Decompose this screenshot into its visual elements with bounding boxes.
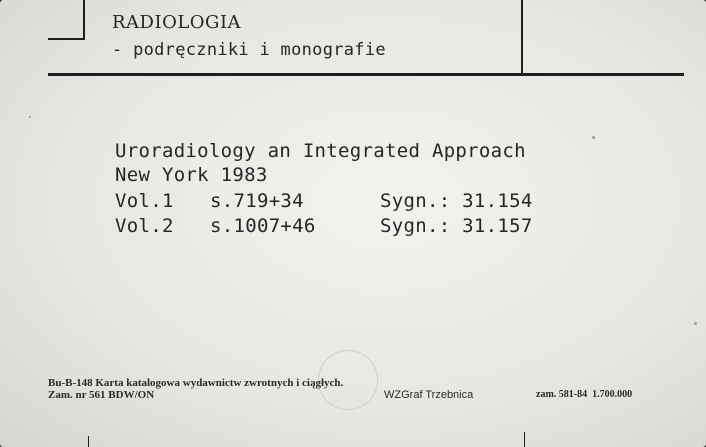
header-separator [48, 73, 684, 76]
volume-2-label: Vol.2 [115, 215, 174, 237]
header-right-rule [521, 0, 523, 74]
volume-2-callnumber: Sygn.: 31.157 [380, 215, 533, 237]
bottom-edge-tick-left [88, 436, 89, 447]
header-left-rule [83, 0, 85, 40]
volume-1-label: Vol.1 [115, 190, 174, 212]
subject-subheading: - podręczniki i monografie [112, 40, 386, 60]
footer-form-line-1: Bu-B-148 Karta katalogowa wydawnictw zwrotnych i ciągłych. [48, 377, 344, 389]
entry-imprint: New York 1983 [115, 164, 268, 186]
header-box-bottom [48, 38, 85, 40]
dust-speck [694, 322, 697, 325]
entry-title: Uroradiology an Integrated Approach [115, 140, 526, 162]
subject-heading: RADIOLOGIA [112, 12, 242, 33]
volume-2-pages: s.1007+46 [210, 215, 316, 237]
volume-1-pages: s.719+34 [210, 190, 304, 212]
dust-speck [592, 136, 595, 139]
bottom-edge-tick-right [524, 432, 525, 447]
footer-form-line-2: Zam. nr 561 BDW/ON [48, 389, 155, 401]
dust-speck [29, 116, 31, 118]
footer-printer: WZGraf Trzebnica [384, 389, 474, 401]
footer-order: zam. 581-84 1.700.000 [536, 389, 633, 400]
volume-1-callnumber: Sygn.: 31.154 [380, 190, 533, 212]
